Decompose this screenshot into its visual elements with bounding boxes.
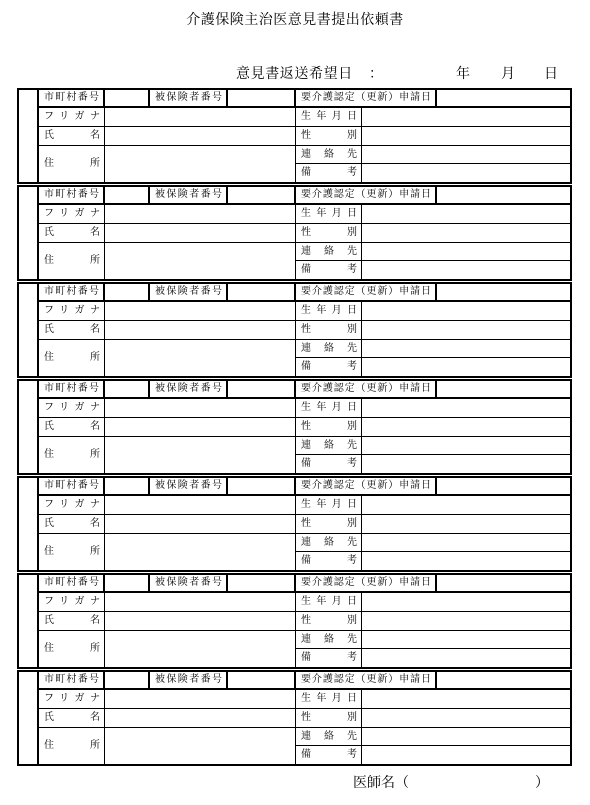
insured-no-value: [228, 381, 296, 399]
return-date-year-unit: 年: [456, 66, 470, 82]
name-value: [105, 515, 296, 534]
birth-date-value: [362, 593, 570, 612]
insured-no-value: [228, 187, 296, 205]
municipality-no-value: [105, 381, 150, 399]
insured-no-label: 被保険者番号: [150, 187, 228, 205]
name-value: [105, 127, 296, 146]
block-margin-cell: [19, 478, 39, 570]
application-date-value: [437, 284, 570, 302]
application-date-value: [437, 90, 570, 108]
municipality-no-label: 市町村番号: [39, 187, 105, 205]
insured-no-label: 被保険者番号: [150, 284, 228, 302]
insured-no-value: [228, 284, 296, 302]
name-label: 氏 名: [39, 709, 105, 728]
insured-no-label: 被保険者番号: [150, 90, 228, 108]
application-date-value: [437, 575, 570, 593]
sex-value: [362, 321, 570, 340]
application-date-label: 要介護認定（更新）申請日: [296, 90, 437, 108]
return-date-label: 意見書返送希望日: [236, 66, 353, 82]
doctor-name-open-paren: （: [395, 775, 409, 791]
request-block: [17, 573, 572, 669]
birth-date-value: [362, 399, 570, 418]
application-date-label: 要介護認定（更新）申請日: [296, 381, 437, 399]
insured-no-value: [228, 90, 296, 108]
birth-date-value: [362, 302, 570, 321]
birth-date-label: 生年月日: [296, 302, 362, 321]
insured-no-label: 被保険者番号: [150, 575, 228, 593]
address-value: [105, 437, 296, 473]
sex-label: 性 別: [296, 709, 362, 728]
block-margin-cell: [19, 90, 39, 182]
remarks-value: [362, 261, 570, 279]
application-date-label: 要介護認定（更新）申請日: [296, 187, 437, 205]
name-label: 氏 名: [39, 515, 105, 534]
remarks-label: 備 考: [296, 649, 362, 667]
block-margin-cell: [19, 381, 39, 473]
furigana-value: [105, 496, 296, 515]
insured-no-label: 被保険者番号: [150, 381, 228, 399]
sex-label: 性 別: [296, 127, 362, 146]
furigana-value: [105, 593, 296, 612]
contact-value: [362, 437, 570, 455]
block-margin-cell: [19, 284, 39, 376]
request-list: [17, 88, 572, 766]
sex-label: 性 別: [296, 418, 362, 437]
name-value: [105, 321, 296, 340]
name-value: [105, 612, 296, 631]
municipality-no-value: [105, 187, 150, 205]
furigana-label: フリガナ: [39, 302, 105, 321]
application-date-value: [437, 672, 570, 690]
sex-label: 性 別: [296, 612, 362, 631]
application-date-label: 要介護認定（更新）申請日: [296, 672, 437, 690]
application-date-value: [437, 478, 570, 496]
name-label: 氏 名: [39, 127, 105, 146]
remarks-value: [362, 746, 570, 764]
municipality-no-label: 市町村番号: [39, 381, 105, 399]
insured-no-label: 被保険者番号: [150, 672, 228, 690]
request-block: [17, 88, 572, 184]
remarks-value: [362, 455, 570, 473]
doctor-name-close-paren: ）: [535, 775, 549, 791]
remarks-label: 備 考: [296, 552, 362, 570]
birth-date-label: 生年月日: [296, 593, 362, 612]
request-block: [17, 476, 572, 572]
contact-value: [362, 340, 570, 358]
municipality-no-value: [105, 575, 150, 593]
municipality-no-value: [105, 284, 150, 302]
request-block: [17, 670, 572, 766]
form-title: 介護保険主治医意見書提出依頼書: [186, 12, 404, 28]
application-date-label: 要介護認定（更新）申請日: [296, 478, 437, 496]
contact-value: [362, 631, 570, 649]
sex-value: [362, 515, 570, 534]
name-label: 氏 名: [39, 224, 105, 243]
application-date-value: [437, 187, 570, 205]
municipality-no-label: 市町村番号: [39, 90, 105, 108]
address-value: [105, 146, 296, 182]
contact-label: 連 絡 先: [296, 243, 362, 261]
contact-label: 連 絡 先: [296, 631, 362, 649]
sex-value: [362, 612, 570, 631]
address-value: [105, 534, 296, 570]
contact-label: 連 絡 先: [296, 437, 362, 455]
birth-date-label: 生年月日: [296, 690, 362, 709]
return-date-day-unit: 日: [544, 66, 558, 82]
request-block: [17, 379, 572, 475]
application-date-value: [437, 381, 570, 399]
birth-date-label: 生年月日: [296, 399, 362, 418]
remarks-label: 備 考: [296, 164, 362, 182]
birth-date-label: 生年月日: [296, 496, 362, 515]
name-label: 氏 名: [39, 612, 105, 631]
address-value: [105, 243, 296, 279]
address-label: 住 所: [39, 437, 105, 473]
furigana-value: [105, 690, 296, 709]
birth-date-value: [362, 205, 570, 224]
furigana-value: [105, 399, 296, 418]
address-label: 住 所: [39, 243, 105, 279]
address-value: [105, 728, 296, 764]
birth-date-value: [362, 690, 570, 709]
contact-value: [362, 728, 570, 746]
block-margin-cell: [19, 575, 39, 667]
municipality-no-label: 市町村番号: [39, 672, 105, 690]
furigana-value: [105, 302, 296, 321]
sex-label: 性 別: [296, 224, 362, 243]
address-value: [105, 340, 296, 376]
application-date-label: 要介護認定（更新）申請日: [296, 575, 437, 593]
name-label: 氏 名: [39, 321, 105, 340]
remarks-label: 備 考: [296, 358, 362, 376]
sex-label: 性 別: [296, 321, 362, 340]
contact-label: 連 絡 先: [296, 340, 362, 358]
contact-value: [362, 534, 570, 552]
furigana-label: フリガナ: [39, 399, 105, 418]
sex-label: 性 別: [296, 515, 362, 534]
furigana-value: [105, 205, 296, 224]
application-date-label: 要介護認定（更新）申請日: [296, 284, 437, 302]
doctor-name-label: 医師名: [353, 775, 395, 791]
sex-value: [362, 224, 570, 243]
birth-date-value: [362, 108, 570, 127]
sex-value: [362, 127, 570, 146]
furigana-label: フリガナ: [39, 108, 105, 127]
municipality-no-label: 市町村番号: [39, 284, 105, 302]
address-label: 住 所: [39, 631, 105, 667]
remarks-value: [362, 649, 570, 667]
doctor-name-row: [353, 775, 549, 791]
insured-no-value: [228, 575, 296, 593]
contact-value: [362, 243, 570, 261]
remarks-value: [362, 552, 570, 570]
birth-date-label: 生年月日: [296, 108, 362, 127]
contact-label: 連 絡 先: [296, 146, 362, 164]
request-block: [17, 185, 572, 281]
address-value: [105, 631, 296, 667]
sex-value: [362, 709, 570, 728]
remarks-label: 備 考: [296, 261, 362, 279]
address-label: 住 所: [39, 340, 105, 376]
furigana-label: フリガナ: [39, 205, 105, 224]
name-value: [105, 418, 296, 437]
block-margin-cell: [19, 672, 39, 764]
insured-no-value: [228, 478, 296, 496]
municipality-no-value: [105, 478, 150, 496]
municipality-no-label: 市町村番号: [39, 575, 105, 593]
furigana-value: [105, 108, 296, 127]
remarks-value: [362, 358, 570, 376]
return-date-colon: ：: [369, 66, 383, 82]
name-value: [105, 224, 296, 243]
furigana-label: フリガナ: [39, 593, 105, 612]
birth-date-value: [362, 496, 570, 515]
furigana-label: フリガナ: [39, 690, 105, 709]
municipality-no-label: 市町村番号: [39, 478, 105, 496]
remarks-label: 備 考: [296, 746, 362, 764]
contact-value: [362, 146, 570, 164]
remarks-value: [362, 164, 570, 182]
insured-no-value: [228, 672, 296, 690]
insured-no-label: 被保険者番号: [150, 478, 228, 496]
request-block: [17, 282, 572, 378]
address-label: 住 所: [39, 728, 105, 764]
return-date-month-unit: 月: [501, 66, 515, 82]
address-label: 住 所: [39, 146, 105, 182]
contact-label: 連 絡 先: [296, 534, 362, 552]
return-date-row: [0, 65, 590, 83]
furigana-label: フリガナ: [39, 496, 105, 515]
municipality-no-value: [105, 672, 150, 690]
birth-date-label: 生年月日: [296, 205, 362, 224]
name-label: 氏 名: [39, 418, 105, 437]
name-value: [105, 709, 296, 728]
municipality-no-value: [105, 90, 150, 108]
sex-value: [362, 418, 570, 437]
remarks-label: 備 考: [296, 455, 362, 473]
contact-label: 連 絡 先: [296, 728, 362, 746]
address-label: 住 所: [39, 534, 105, 570]
block-margin-cell: [19, 187, 39, 279]
